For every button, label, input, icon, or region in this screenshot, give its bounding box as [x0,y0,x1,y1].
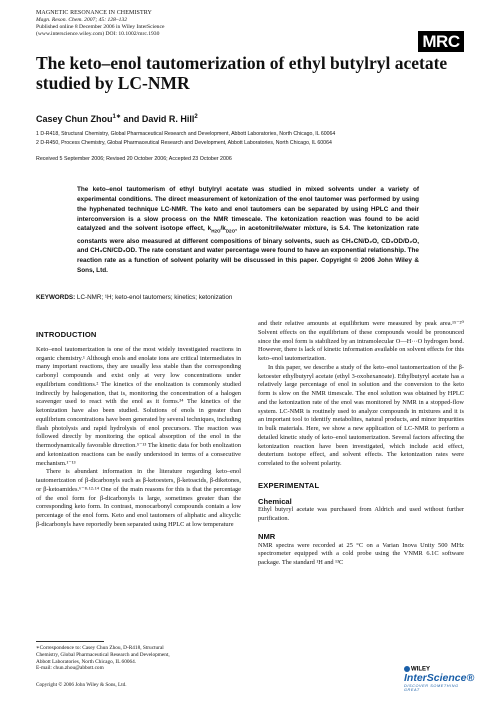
author-superscript: 1∗ [112,114,121,120]
introduction-heading: INTRODUCTION [36,330,97,339]
journal-header [36,10,396,38]
abstract-subscript: H2O [211,228,221,234]
abstract-subscript: D2O [225,228,236,234]
paragraph: Keto–enol tautomerization is one of the most widely investigated reactions in organic chemistry.¹ Although enols and enolate ions are critical intermediates in many important reactions, they are usually less stable than the corresponding carbonyl compounds and exist only at very low concentrations under equilibrium conditions.² The kinetics of the enolization is commonly studied indirectly by halogenation, that is, monitoring the concentration of a halogen scavenger used to react with the enol as it forms.³⁴ The kinetics of the ketonization have also been studied. Solutions of enols in greater than equilibrium concentrations have been generated by several techniques, including flash photolysis and rapid hydrolysis of enol precursors. The reaction was followed directly by monitoring the optical absorption of the enol in the thermodynamically favorable direction.⁵⁻¹³ The kinetic data for both enolization and ketonization reactions can be easily understood in terms of a consecutive mechanism.¹⁻¹³ [36,345,241,467]
citation: Magn. Reson. Chem. 2007; 45: 128–132 [36,17,128,23]
keywords-text: LC-NMR; ¹H; keto-enol tautomers; kinetics; ketonization [75,294,233,301]
copyright: Copyright © 2006 John Wiley & Sons, Ltd. [36,682,127,688]
author-name: David R. Hill [141,114,195,124]
wiley-interscience-logo [404,666,475,694]
footnote-line: Abbott Laboratories, North Chicago, IL 60064. [36,658,137,665]
received-dates: Received 5 September 2006; Revised 20 October 2006; Accepted 23 October 2006 [36,156,232,162]
mrc-logo: MRC [418,31,464,52]
journal-name: MAGNETIC RESONANCE IN CHEMISTRY [36,10,152,16]
wiley-tagline: DISCOVER SOMETHING GREAT [404,683,459,692]
affiliation-1: 1 D-R418, Structural Chemistry, Global Pharmaceutical Research and Development, Abbott Laboratories, North Chicago, IL 60064 [36,131,336,137]
affiliation-2: 2 D-R450, Process Chemistry, Global Pharmaceutical Research and Development, Abbott Laboratories, North Chicago, IL 60064 [36,140,332,146]
abstract-text: The keto–enol tautomerism of ethyl butylryl acetate was studied in mixed solvents under a variety of experimental conditions. The direct measurement of ketonization of the enol tautomer was performed by using the hyphenated technique LC-NMR. The keto and enol tautomers can be separated by using HPLC and their interconversion is a slow process on the NMR timescale. The ketonization reaction was found to be acid catalyzed and the solvent isotope effect, k [77,186,419,233]
experimental-heading: EXPERIMENTAL [258,480,320,490]
wiley-logo-big: InterScience® [404,671,475,684]
published-online: Published online 8 December 2006 in Wiley InterScience [36,24,165,30]
author-list [36,113,198,124]
left-column [36,331,241,530]
paragraph: NMR spectra were recorded at 25 °C on a Varian Inova Unity 500 MHz spectrometer equipped with a cold probe using the VNMR 6.1C software package. The standard ¹H and ¹³C [258,541,464,566]
footnote-line: ∗Correspondence to: Casey Chun Zhou, D-R418, Structural [36,645,164,651]
keywords-label: KEYWORDS: [36,294,76,301]
correspondence-footnote [36,645,251,672]
wiley-word: WILEY [411,666,430,673]
paragraph: In this paper, we describe a study of the keto–enol tautomerization of the β-ketoester ethylbutyryl acetate (ethyl 3-oxohexanoate). Ethylbutyryl acetate has a relatively large percentage of enol in solution and the conversion to the keto form is slow on the NMR timescale. The enol solution was obtained by HPLC and the ketonization rate of the enol was monitored by NMR in a stopped-flow system. LC-NMR is routinely used to analyze compounds in mixtures and it is an important tool to identify metabolites, natural products, and minor impurities in bulk materials. Here, we show a new application of LC-NMR to perform a detailed kinetic study of keto–enol tautomerization. Several factors affecting the ketonization reaction have been investigated, which include acid effect, deuterium isotope effect, and solvent effects. The ketonization rates were correlated to the solvent polarity. [258,363,464,467]
author-conjunction: and [120,114,142,124]
footnote-rule [36,641,104,642]
footnote-line: Chemistry, Global Pharmaceutical Research and Development, [36,651,170,658]
paper-title: The keto–enol tautomerization of ethyl butylryl acetate studied by LC-NMR [36,53,448,93]
keywords [36,294,232,301]
author-superscript: 2 [194,114,198,120]
right-column [258,320,464,568]
paragraph: There is abundant information in the literature regarding keto–enol tautomerization of β-dicarbonyls such as β-ketoesters, β-ketoacids, β-diketones, or β-ketoamides.⁶⁻⁸·¹²·¹⁴ One of the main reasons for this is that the percentage of the enol form for β-dicarbonyls is large, sometimes greater than the corresponding keto form. In contrast, monocarbonyl compounds contain a low percentage of the enol form. Keto and enol tautomers of aliphatic and alicyclic β-dicarbonyls have reportedly been separated using HPLC at low temperature [36,468,241,528]
abstract-text: /k [220,225,226,233]
chemical-heading: Chemical [258,496,292,506]
paragraph: Ethyl butyryl acetate was purchased from Aldrich and used without further purification. [258,506,464,522]
paragraph: and their relative amounts at equilibrium were measured by peak area.¹⁵⁻²⁰ Solvent effects on the equilibrium of these compounds would be pronounced since the enol form is stabilized by an intramolecular O—H···O hydrogen bond. However, there is lack of kinetic information available on solvent effects for this keto–enol tautomerization. [258,320,464,362]
footnote-email: E-mail: chun.zhou@abbott.com [36,665,104,672]
abstract-text: , in acetonitrile/water mixture, is 5.4. The ketonization rate constants were also measured at different compositions of binary solvents, such as CH₃CN/D₂O, CD₃OD/D₂O, and CH₃CN/CD₃OD. The rate constant and water percentage were found to have an exponential relationship. The reaction rate as a function of solvent polarity will be discussed in this paper. Copyright © 2006 John Wiley & Sons, Ltd. [77,225,419,275]
doi: (www.interscience.wiley.com) DOI: 10.1002/mrc.1930 [36,31,160,37]
nmr-heading: NMR [258,531,276,541]
author-name: Casey Chun Zhou [36,114,113,124]
abstract [77,185,419,276]
